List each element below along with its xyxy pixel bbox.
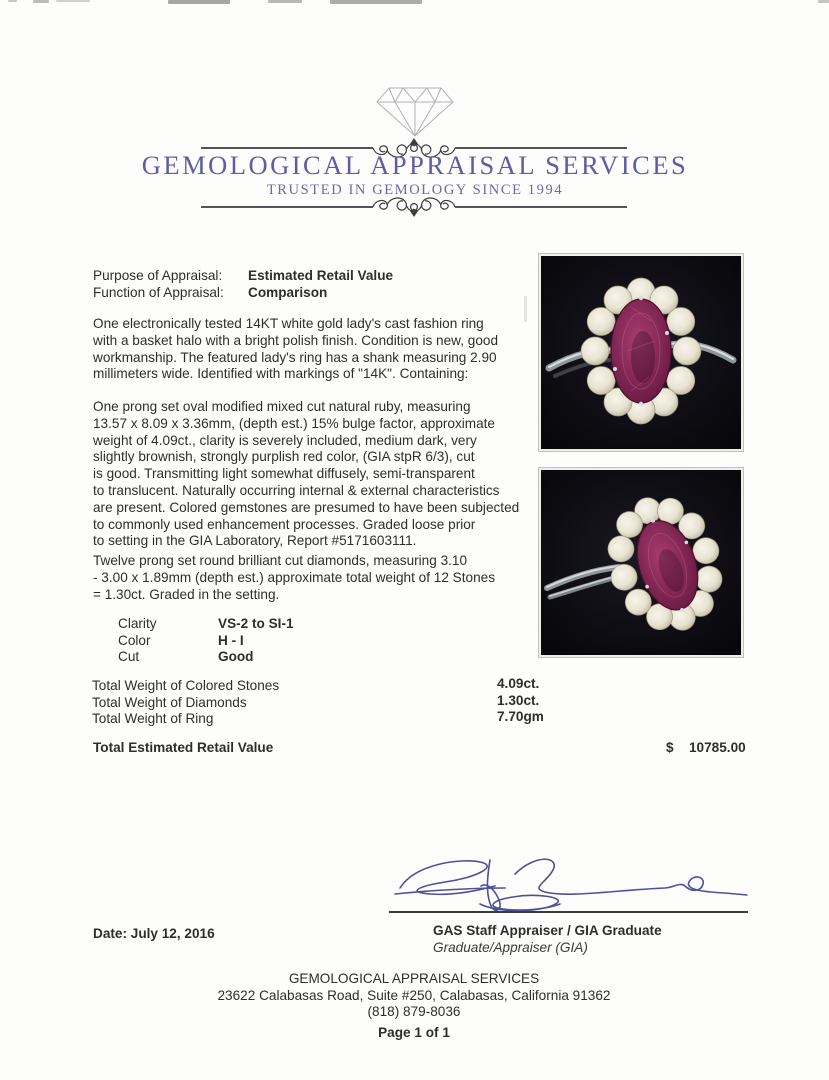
footer-page-number: Page 1 of 1 bbox=[378, 1025, 450, 1040]
ring-description-paragraph bbox=[93, 316, 498, 383]
retail-value-amount: 10785.00 bbox=[689, 740, 746, 755]
signature-scribble bbox=[385, 852, 755, 920]
brand-tagline: TRUSTED IN GEMOLOGY SINCE 1994 bbox=[266, 182, 564, 198]
color-label: Color bbox=[118, 632, 151, 648]
total-weight-ring-label: Total Weight of Ring bbox=[92, 711, 214, 726]
scan-artifact bbox=[524, 296, 527, 322]
total-weight-labels bbox=[92, 678, 279, 728]
grade-row-color bbox=[118, 633, 418, 650]
text-line: to commonly used enhancement processes. Graded loose prior bbox=[93, 516, 476, 532]
cut-label: Cut bbox=[118, 649, 140, 665]
text-line: Twelve prong set round brilliant cut diamonds, measuring 3.10 bbox=[93, 553, 468, 568]
brand-name: GEMOLOGICAL APPRAISAL SERVICES bbox=[141, 150, 689, 180]
text-line: weight of 4.09ct., clarity is severely included, medium dark, very bbox=[93, 432, 477, 448]
signer-title: GAS Staff Appraiser / GIA Graduate bbox=[433, 923, 662, 938]
signer-credentials: Graduate/Appraiser (GIA) bbox=[433, 940, 588, 955]
text-line: - 3.00 x 1.89mm (depth est.) approximate total weight of 12 Stones bbox=[93, 569, 495, 585]
ring-photo-side-view bbox=[538, 467, 744, 658]
clarity-value: VS-2 to SI-1 bbox=[218, 616, 294, 631]
diamond-grade-table bbox=[118, 616, 418, 666]
text-line: = 1.30ct. Graded in the setting. bbox=[93, 586, 280, 602]
appraisal-meta bbox=[93, 268, 513, 302]
text-line: are present. Colored gemstones are presumed to have been subjected bbox=[93, 499, 520, 515]
scan-artifact bbox=[330, 0, 422, 4]
text-line: One prong set oval modified mixed cut natural ruby, measuring bbox=[93, 399, 471, 414]
grade-row-clarity bbox=[118, 616, 418, 633]
text-line: millimeters wide. Identified with markings of "14K". Containing: bbox=[93, 366, 469, 382]
color-value: H - I bbox=[218, 632, 244, 648]
ring-photo-top-view bbox=[538, 253, 744, 452]
scan-artifact bbox=[8, 0, 17, 2]
scan-artifact bbox=[56, 0, 90, 2]
scan-artifact bbox=[268, 0, 302, 3]
purpose-value: Estimated Retail Value bbox=[248, 268, 394, 283]
ring-illustration-side-view bbox=[541, 470, 741, 655]
total-weight-ring-value: 7.70gm bbox=[497, 709, 544, 724]
ornament-divider-bottom bbox=[201, 196, 627, 218]
diamond-icon bbox=[373, 80, 457, 138]
footer-phone: (818) 879-8036 bbox=[367, 1004, 461, 1019]
function-label: Function of Appraisal: bbox=[93, 285, 224, 300]
clarity-label: Clarity bbox=[118, 616, 157, 631]
total-weight-colored-stones-label: Total Weight of Colored Stones bbox=[92, 678, 280, 693]
footer-address: 23622 Calabasas Road, Suite #250, Calabasas, California 91362 bbox=[217, 988, 611, 1003]
text-line: 13.57 x 8.09 x 3.36mm, (depth est.) 15% bulge factor, approximate bbox=[93, 415, 495, 431]
text-line: One electronically tested 14KT white gold lady's cast fashion ring bbox=[93, 316, 484, 331]
footer-company: GEMOLOGICAL APPRAISAL SERVICES bbox=[288, 971, 540, 986]
total-weight-colored-stones-value: 4.09ct. bbox=[497, 676, 540, 691]
scan-artifact bbox=[168, 0, 230, 4]
retail-value-label: Total Estimated Retail Value bbox=[93, 740, 274, 755]
cut-value: Good bbox=[218, 649, 254, 665]
grade-row-cut bbox=[118, 649, 418, 666]
purpose-label: Purpose of Appraisal: bbox=[93, 268, 223, 283]
function-value: Comparison bbox=[248, 285, 328, 300]
ruby-description-paragraph bbox=[93, 399, 519, 550]
ring-illustration-top-view bbox=[541, 256, 741, 449]
date-label: Date: July 12, 2016 bbox=[93, 926, 215, 941]
text-line: is good. Transmitting light somewhat diffusely, semi-transparent bbox=[93, 466, 475, 482]
total-weight-values bbox=[497, 676, 544, 726]
text-line: with a basket halo with a bright polish finish. Condition is new, good bbox=[93, 332, 499, 348]
total-weight-diamonds-value: 1.30ct. bbox=[497, 692, 540, 708]
text-line: workmanship. The featured lady's ring has a shank measuring 2.90 bbox=[93, 349, 497, 365]
text-line: to translucent. Naturally occurring internal & external characteristics bbox=[93, 482, 500, 498]
diamonds-description-paragraph bbox=[93, 553, 495, 603]
scan-artifact bbox=[818, 0, 829, 3]
text-line: slightly brownish, strongly purplish red color, (GIA stpR 6/3), cut bbox=[93, 449, 475, 465]
text-line: to setting in the GIA Laboratory, Report #5171603111. bbox=[93, 533, 417, 549]
signature-line bbox=[389, 911, 748, 913]
scan-artifact bbox=[33, 0, 49, 3]
currency-symbol: $ bbox=[666, 740, 674, 755]
total-weight-diamonds-label: Total Weight of Diamonds bbox=[92, 694, 247, 710]
